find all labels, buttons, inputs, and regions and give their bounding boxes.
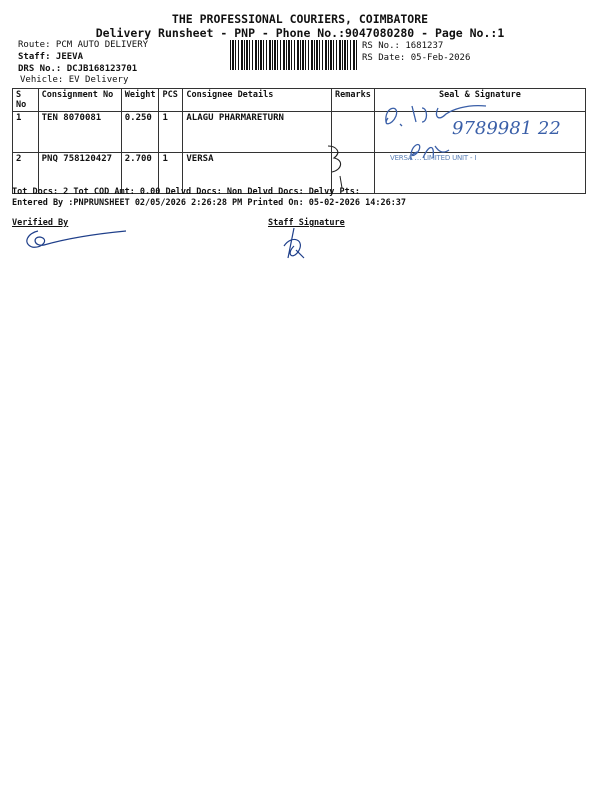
verified-signature (20, 225, 130, 253)
remarks-mark (322, 140, 352, 190)
totals-line: Tot Docs: 2 Tot COD Amt: 0.00 Delvd Docs: Non Delvd Docs: Delvy Pts: (12, 187, 360, 197)
col-header-remarks: Remarks (332, 89, 375, 112)
runsheet-subtitle: Delivery Runsheet - PNP - Phone No.:9047080280 - Page No.:1 (95, 26, 505, 40)
vehicle-field: Vehicle: EV Delivery (20, 75, 129, 85)
rs-date: RS Date: 05-Feb-2026 (362, 53, 471, 63)
route-field: Route: PCM AUTO DELIVERY (18, 40, 149, 50)
barcode (230, 40, 358, 70)
drs-field: DRS No.: DCJB168123701 (18, 64, 138, 74)
rs-number: RS No.: 1681237 (362, 41, 444, 51)
staff-field: Staff: JEEVA (18, 52, 84, 62)
entered-printed-line: Entered By :PNPRUNSHEET 02/05/2026 2:26:28 PM Printed On: 05-02-2026 14:26:37 (12, 198, 407, 208)
col-header-pcs: PCS (159, 89, 183, 112)
cell-consignment: TEN 8070081 (38, 112, 121, 153)
cell-weight: 2.700 (121, 153, 159, 194)
cell-sno: 1 (13, 112, 39, 153)
company-stamp: VERSA … LIMITED UNIT - I (390, 154, 477, 162)
cell-weight: 0.250 (121, 112, 159, 153)
cell-pcs: 1 (159, 153, 183, 194)
col-header-sno: S No (13, 89, 39, 112)
cell-sno: 2 (13, 153, 39, 194)
cell-pcs: 1 (159, 112, 183, 153)
cell-consignment: PNQ 758120427 (38, 153, 121, 194)
handwritten-signature-1 (378, 96, 588, 140)
col-header-consignee: Consignee Details (183, 89, 332, 112)
cell-consignee: ALAGU PHARMARETURN (183, 112, 332, 153)
handwritten-phone: 9789981 22 (452, 118, 561, 139)
staff-signature (278, 224, 318, 262)
col-header-weight: Weight (121, 89, 159, 112)
verified-by-label: Verified By (12, 218, 69, 228)
col-header-consignment: Consignment No (38, 89, 121, 112)
company-title: THE PROFESSIONAL COURIERS, COIMBATORE (171, 12, 429, 26)
cell-consignee: VERSA (183, 153, 332, 194)
staff-signature-label: Staff Signature (268, 218, 345, 228)
col-header-seal: Seal & Signature (374, 89, 585, 112)
